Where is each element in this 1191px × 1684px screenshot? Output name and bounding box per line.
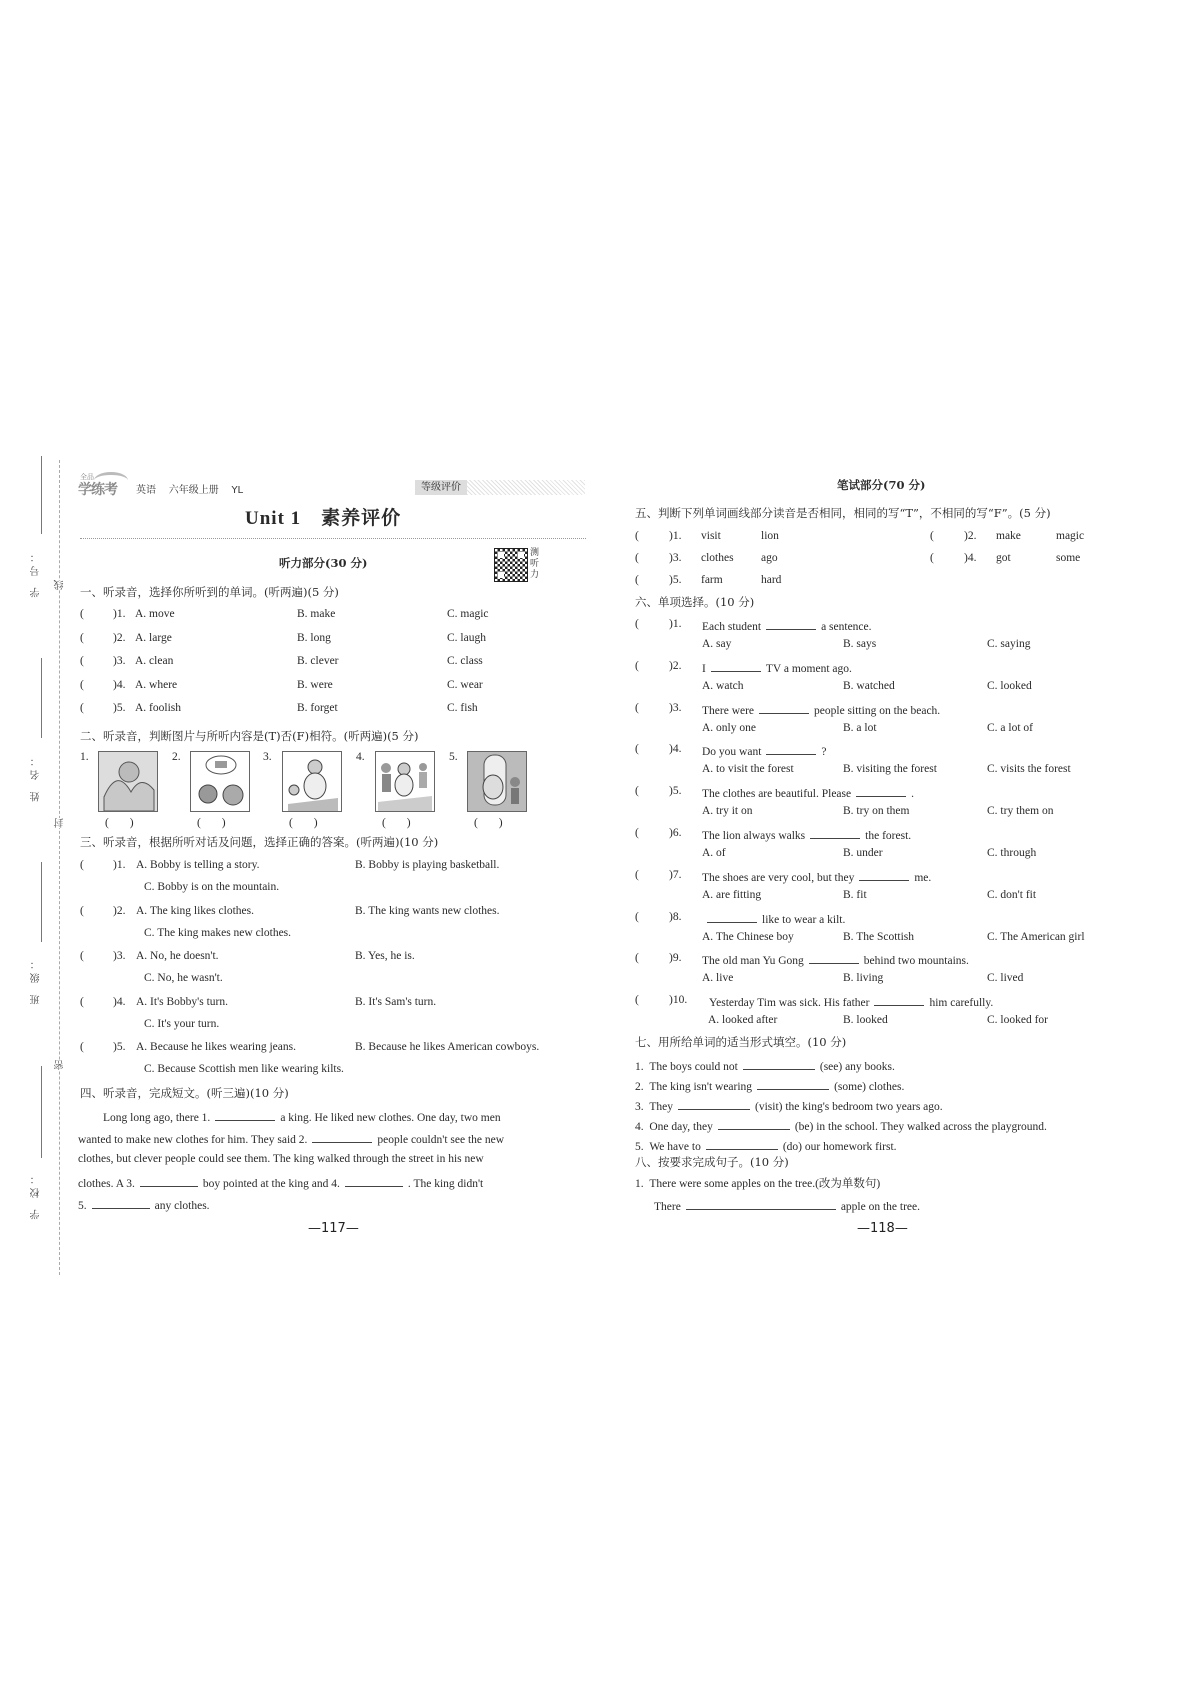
class-label: 班 级： [31,955,42,1005]
choice-blank[interactable] [707,912,757,923]
class-rule [41,862,42,942]
option-c: C. No, he wasn't. [144,972,223,984]
question-number: )3. [669,701,682,714]
choice-blank[interactable] [859,870,909,881]
fill-item [635,1099,943,1114]
page-title: Unit 1 素养评价 [245,508,402,529]
school-rule [41,1066,42,1158]
stem-pre: The king isn't wearing [649,1081,753,1093]
stem-post: (be) in the school. They walked across the playground. [794,1121,1047,1133]
question-stem [709,995,993,1010]
stem-pre: Yesterday Tim was sick. His father [709,997,870,1010]
passage-blank-2[interactable] [312,1132,372,1143]
question-stem [702,661,852,676]
option-c: C. looked [987,679,1032,692]
stem-pre: The lion always walks [702,830,806,842]
word-1: clothes [701,552,734,564]
option-b: B. under [843,847,883,859]
name-label: 姓 名： [31,752,42,802]
part7-heading: 七、用所给单词的适当形式填空。(10 分) [635,1035,847,1049]
stem-post: TV a moment ago. [765,662,852,675]
stem-pre: The old man Yu Gong [702,955,804,968]
question-number: )3. [113,655,126,667]
choice-blank[interactable] [810,828,860,839]
question-number: )6. [669,827,682,839]
hatch-pattern [467,480,585,495]
passage-text: clothes, but clever people could see them. The king walked through the street in his new [78,1153,484,1165]
answer-paren[interactable]: ( [635,659,639,672]
option-a: A. It's Bobby's turn. [136,995,228,1008]
fill-item [635,1119,1047,1134]
question-number: )3. [113,950,126,962]
brand-logo [78,472,130,498]
choice-blank[interactable] [809,953,859,964]
answer-paren[interactable]: ( [635,530,639,542]
stem-post: (do) our homework first. [782,1141,897,1153]
written-section-heading: 笔试部分(70 分) [837,478,926,492]
stem-post: ? [821,746,827,759]
passage-blank-4[interactable] [345,1176,403,1187]
fill-blank[interactable] [706,1139,778,1150]
word-1: make [996,530,1021,542]
option-b: B. forget [297,702,338,714]
passage-text: clothes. A 3. [78,1178,135,1190]
question-number: )4. [113,995,126,1008]
student-id-label: 学 号： [31,548,42,598]
answer-paren[interactable]: ( [635,701,639,714]
option-a: A. say [702,638,732,650]
stem-pre: One day, they [649,1121,713,1133]
rewrite-sentence: There were some apples on the tree.(改为单数句) [649,1178,881,1190]
brand-small: 全品 [80,473,94,481]
passage-blank-1[interactable] [215,1110,275,1121]
option-c: C. Because Scottish men like wearing kilts. [144,1063,344,1075]
item-number: 3. [635,1101,644,1113]
passage-text: . The king didn't [407,1178,484,1190]
qr-code-icon[interactable] [494,548,528,582]
stem-post: like to wear a kilt. [762,913,846,926]
word-2: some [1056,552,1081,564]
choice-blank[interactable] [711,661,761,672]
passage-line-5 [78,1198,210,1213]
option-b: B. Yes, he is. [355,950,415,962]
option-b: B. long [297,631,331,644]
question-stem [702,870,931,885]
picture-number: 5. [449,751,458,763]
rewrite-item [635,1179,880,1191]
passage-text: a king. He liked new clothes. One day, two men [280,1112,501,1124]
option-b: B. Bobby is playing basketball. [355,859,500,871]
title-divider [80,538,586,539]
part5-heading: 五、判断下列单词画线部分读音是否相同，相同的写“T”，不相同的写“F”。(5 分) [635,506,1051,520]
stem-post: (some) clothes. [834,1081,905,1093]
item-number: 4. [635,1121,644,1133]
word-1: got [996,552,1011,564]
answer-paren[interactable]: ( [80,608,84,620]
word-1: visit [701,530,721,542]
question-number: )2. [669,659,682,672]
answer-paren[interactable]: ( [80,1041,84,1053]
question-number: )4. [669,743,682,756]
picture-number: 3. [263,751,272,763]
fill-item [635,1079,904,1094]
answer-paren[interactable]: ( [80,678,84,691]
option-c: C. lived [987,972,1024,985]
answer-paren[interactable]: ( [635,552,639,564]
option-b: B. clever [297,655,339,667]
answer-paren[interactable]: ( [80,859,84,871]
option-c: C. wear [447,678,483,691]
stem-pre: There were [702,704,755,717]
picture-answer-paren[interactable]: ( ) [382,817,411,829]
answer-paren[interactable]: ( [635,868,639,881]
picture-2-image [190,751,250,812]
word-2: lion [761,530,779,542]
option-c: C. don't fit [987,888,1037,901]
stem-pre: Do you want [702,746,762,759]
part6-heading: 六、单项选择。(10 分) [635,595,755,609]
picture-number: 1. [80,751,89,763]
answer-post: apple on the tree. [840,1201,921,1213]
item-number: 2. [635,1081,644,1093]
option-a: A. foolish [135,702,181,714]
option-c: C. visits the forest [987,763,1071,776]
answer-paren[interactable]: ( [635,994,639,1007]
stem-post: . [911,788,914,801]
fill-blank[interactable] [743,1059,815,1070]
option-c: C. The king makes new clothes. [144,926,292,939]
option-b: B. The Scottish [843,930,915,943]
option-a: A. looked after [708,1014,778,1027]
passage-line-2 [78,1132,504,1147]
question-number: )3. [669,552,682,564]
option-b: B. says [843,638,877,650]
question-number: )5. [669,785,682,798]
fill-blank[interactable] [678,1099,750,1110]
listening-section-heading: 听力部分(30 分) [279,556,368,570]
stem-post: the forest. [865,830,912,842]
passage-text: boy pointed at the king and 4. [202,1178,340,1190]
stem-pre: Each student [702,621,762,633]
grade-tag-label: 等级评价 [415,480,467,495]
question-stem [702,912,845,927]
stem-post: behind two mountains. [863,955,969,968]
question-number: )1. [113,608,126,620]
question-number: )5. [113,1041,126,1053]
stem-post: (visit) the king's bedroom two years ago. [755,1101,943,1113]
option-a: A. clean [135,655,174,667]
option-a: A. where [135,678,178,691]
choice-blank[interactable] [766,619,816,630]
cut-mark-seal: 封 [55,818,66,828]
answer-paren[interactable]: ( [80,950,84,962]
stem-pre: The clothes are beautiful. Please [702,788,852,801]
passage-text: wanted to make new clothes for him. They said 2. [78,1134,308,1146]
answer-paren[interactable]: ( [635,785,639,798]
answer-paren[interactable]: ( [80,702,84,714]
question-number: )5. [669,574,682,586]
option-b: B. watched [843,679,895,692]
item-number: 5. [635,1141,644,1153]
picture-4-image [375,751,435,812]
question-number: )1. [669,618,682,630]
option-a: A. only one [702,721,756,734]
option-b: B. living [843,972,884,985]
passage-text: people couldn't see the new [377,1134,505,1146]
option-c: C. Bobby is on the mountain. [144,881,280,893]
passage-blank-5[interactable] [92,1198,150,1209]
question-number: )10. [669,994,688,1007]
option-b: B. were [297,678,333,691]
picture-3-image [282,751,342,812]
question-number: )2. [964,530,977,542]
item-number: 1. [635,1061,644,1073]
option-c: C. The American girl [987,930,1085,943]
passage-text: any clothes. [154,1200,210,1212]
answer-paren[interactable]: ( [930,552,934,564]
option-a: A. The Chinese boy [702,930,794,943]
option-c: C. through [987,847,1037,859]
item-number: 1. [635,1178,644,1190]
question-number: )2. [113,631,126,644]
option-a: A. watch [702,679,744,692]
answer-paren[interactable]: ( [80,655,84,667]
word-2: magic [1056,530,1085,542]
option-a: A. to visit the forest [702,763,794,776]
option-c: C. It's your turn. [144,1017,220,1030]
picture-answer-paren[interactable]: ( ) [289,817,318,829]
question-stem [702,619,872,634]
option-c: C. looked for [987,1014,1049,1027]
question-stem [702,744,827,759]
option-b: B. make [297,608,336,620]
option-c: C. class [447,655,483,667]
stem-post: a sentence. [821,621,872,633]
option-b: B. a lot [843,721,877,734]
option-a: A. of [702,847,726,859]
word-1: farm [701,574,723,586]
part3-heading: 三、听录音，根据所听对话及问题，选择正确的答案。(听两遍)(10 分) [80,835,439,849]
answer-pre: There [654,1201,681,1213]
rewrite-blank[interactable] [686,1199,836,1210]
part8-heading: 八、按要求完成句子。(10 分) [635,1155,789,1169]
choice-blank[interactable] [874,995,924,1006]
option-a: A. Bobby is telling a story. [136,859,260,871]
picture-number: 2. [172,751,181,763]
picture-5-image [467,751,527,812]
stem-post: him carefully. [929,997,994,1010]
rewrite-answer-line [654,1199,920,1214]
question-number: )1. [669,530,682,542]
answer-paren[interactable]: ( [635,952,639,965]
choice-blank[interactable] [766,744,816,755]
choice-blank[interactable] [759,703,809,714]
picture-1-image [98,751,158,812]
question-number: )7. [669,868,682,881]
option-c: C. fish [447,702,478,714]
word-2: ago [761,552,778,564]
name-rule [41,658,42,738]
answer-paren[interactable]: ( [635,910,639,923]
passage-line-1 [103,1110,501,1125]
fill-item [635,1139,897,1154]
option-c: C. saying [987,638,1031,650]
question-stem [702,703,940,718]
grade: 六年级上册 [168,485,219,496]
qr-label: 测听力 [530,548,540,580]
question-stem [702,786,914,801]
answer-paren[interactable]: ( [930,530,934,542]
fill-blank[interactable] [757,1079,829,1090]
option-c: C. magic [447,608,489,620]
passage-line-3 [78,1154,484,1166]
option-c: C. laugh [447,631,486,644]
passage-blank-3[interactable] [140,1176,198,1187]
option-b: B. looked [843,1014,888,1027]
picture-number: 4. [356,751,365,763]
page-number-left: —117— [308,1221,359,1236]
stem-pre: They [649,1101,674,1113]
answer-paren[interactable]: ( [635,574,639,586]
question-number: )5. [113,702,126,714]
option-a: A. move [135,608,175,620]
edition: YL [231,485,244,496]
answer-paren[interactable]: ( [80,995,84,1008]
option-a: A. try it on [702,805,753,818]
page-number-right: —118— [857,1221,908,1236]
passage-line-4 [78,1176,483,1191]
question-number: )1. [113,859,126,871]
part4-heading: 四、听录音，完成短文。(听三遍)(10 分) [80,1086,289,1100]
book-meta [136,481,243,496]
word-2: hard [761,574,782,586]
option-a: A. No, he doesn't. [136,950,219,962]
choice-blank[interactable] [856,786,906,797]
stem-pre: We have to [649,1141,701,1153]
option-b: B. The king wants new clothes. [355,904,500,917]
answer-paren[interactable]: ( [635,827,639,839]
passage-text: Long long ago, there 1. [103,1112,211,1124]
question-number: )9. [669,952,682,965]
cut-mark-secret: 密 [55,1060,66,1070]
question-number: )8. [669,910,682,923]
option-b: B. It's Sam's turn. [355,995,437,1008]
option-c: C. a lot of [987,721,1033,734]
question-stem [702,953,969,968]
answer-paren[interactable]: ( [80,631,84,644]
stem-post: me. [914,871,932,884]
option-b: B. visiting the forest [843,763,937,776]
question-number: )4. [113,678,126,691]
school-label: 学 校： [31,1170,42,1220]
option-b: B. Because he likes American cowboys. [355,1041,540,1053]
subject: 英语 [136,485,156,496]
option-a: A. Because he likes wearing jeans. [136,1041,296,1053]
stem-post: people sitting on the beach. [814,704,941,717]
part1-heading: 一、听录音，选择你所听到的单词。(听两遍)(5 分) [80,585,339,599]
option-b: B. try on them [843,805,910,818]
answer-paren[interactable]: ( [635,618,639,630]
brand-big: 学练考 [78,482,117,498]
cut-mark-line: 线 [55,580,66,590]
question-number: )2. [113,904,126,917]
option-c: C. try them on [987,805,1054,818]
student-id-rule [41,456,42,534]
grade-evaluation-tag [415,480,585,495]
option-b: B. fit [843,888,867,901]
fill-blank[interactable] [718,1119,790,1130]
stem-pre: I [702,662,706,675]
picture-answer-paren[interactable]: ( ) [197,817,226,829]
picture-answer-paren[interactable]: ( ) [474,817,503,829]
question-number: )4. [964,552,977,564]
answer-paren[interactable]: ( [80,904,84,917]
stem-pre: The boys could not [649,1061,738,1073]
answer-paren[interactable]: ( [635,743,639,756]
part2-heading: 二、听录音，判断图片与所听内容是(T)否(F)相符。(听两遍)(5 分) [80,729,419,743]
fill-item [635,1059,895,1074]
option-a: A. The king likes clothes. [136,904,254,917]
question-stem [702,828,911,843]
option-a: A. live [702,972,734,985]
option-a: A. are fitting [702,888,762,901]
picture-answer-paren[interactable]: ( ) [105,817,134,829]
option-a: A. large [135,631,172,644]
stem-post: (see) any books. [819,1061,895,1073]
stem-pre: The shoes are very cool, but they [702,871,855,884]
passage-text: 5. [78,1200,87,1212]
